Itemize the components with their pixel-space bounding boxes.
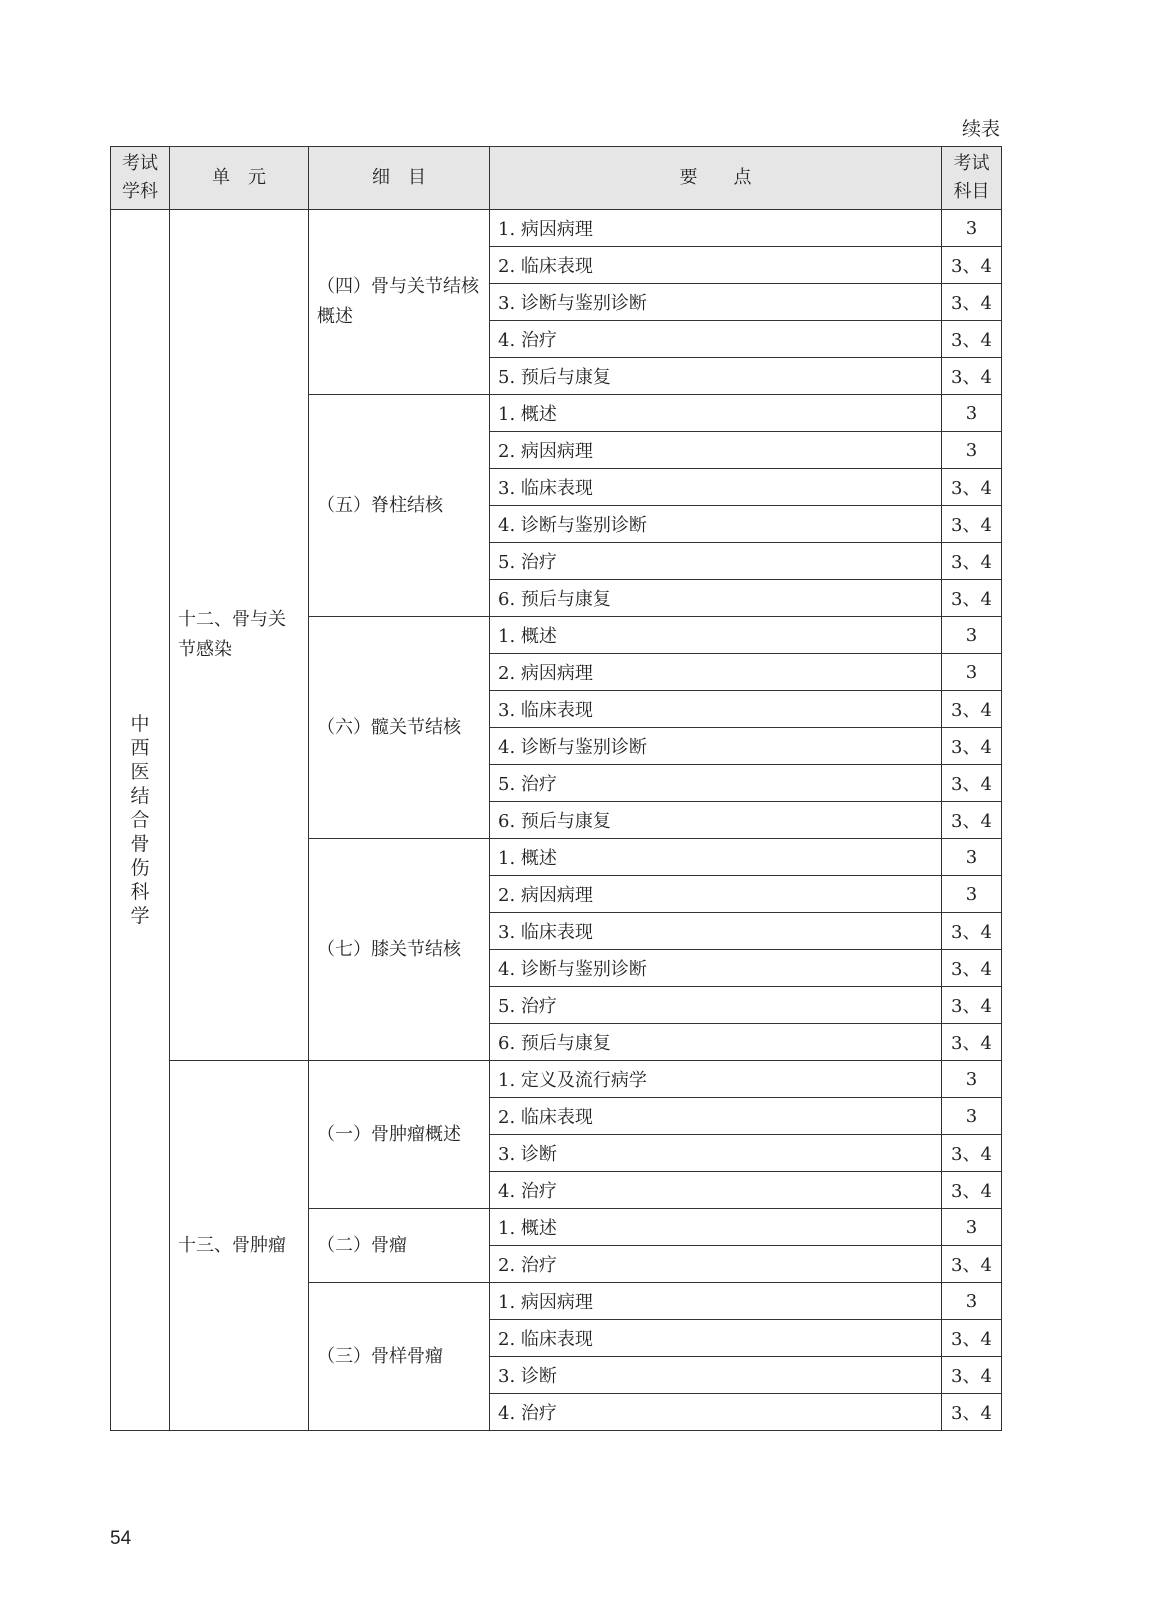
point-cell: 2. 病因病理 <box>490 654 942 691</box>
point-cell: 1. 病因病理 <box>490 1283 942 1320</box>
point-cell: 3. 临床表现 <box>490 691 942 728</box>
exam-subject-cell: 3 <box>942 395 1002 432</box>
header-points: 要 点 <box>490 147 942 210</box>
page-number: 54 <box>110 1528 132 1549</box>
point-cell: 6. 预后与康复 <box>490 1024 942 1061</box>
exam-subject-cell: 3、4 <box>942 728 1002 765</box>
point-cell: 5. 预后与康复 <box>490 358 942 395</box>
point-cell: 1. 概述 <box>490 839 942 876</box>
exam-subject-cell: 3、4 <box>942 247 1002 284</box>
point-cell: 3. 诊断 <box>490 1357 942 1394</box>
exam-subject-cell: 3、4 <box>942 469 1002 506</box>
point-cell: 2. 治疗 <box>490 1246 942 1283</box>
point-cell: 1. 病因病理 <box>490 210 942 247</box>
exam-subject-cell: 3、4 <box>942 1135 1002 1172</box>
point-cell: 2. 临床表现 <box>490 1098 942 1135</box>
syllabus-table <box>110 146 1002 1431</box>
header-subject: 考试学科 <box>111 147 170 210</box>
point-cell: 5. 治疗 <box>490 543 942 580</box>
continued-table-label: 续表 <box>961 118 1000 140</box>
point-cell: 4. 治疗 <box>490 1394 942 1431</box>
item-cell: （六）髋关节结核 <box>309 617 490 839</box>
point-cell: 2. 病因病理 <box>490 432 942 469</box>
exam-subject-cell: 3 <box>942 839 1002 876</box>
point-cell: 5. 治疗 <box>490 765 942 802</box>
exam-subject-cell: 3、4 <box>942 950 1002 987</box>
item-cell: （五）脊柱结核 <box>309 395 490 617</box>
point-cell: 1. 概述 <box>490 617 942 654</box>
item-cell: （一）骨肿瘤概述 <box>309 1061 490 1209</box>
point-cell: 1. 定义及流行病学 <box>490 1061 942 1098</box>
subject-label: 中西医结合骨伤科学 <box>130 713 150 927</box>
point-cell: 6. 预后与康复 <box>490 580 942 617</box>
exam-subject-cell: 3 <box>942 1283 1002 1320</box>
point-cell: 4. 诊断与鉴别诊断 <box>490 506 942 543</box>
item-cell: （七）膝关节结核 <box>309 839 490 1061</box>
exam-subject-cell: 3 <box>942 617 1002 654</box>
subject-cell <box>111 210 170 1431</box>
unit-cell: 十二、骨与关节感染 <box>170 210 309 1061</box>
exam-subject-cell: 3、4 <box>942 321 1002 358</box>
exam-subject-cell: 3、4 <box>942 580 1002 617</box>
exam-subject-cell: 3、4 <box>942 802 1002 839</box>
exam-subject-cell: 3 <box>942 1061 1002 1098</box>
point-cell: 2. 临床表现 <box>490 247 942 284</box>
point-cell: 3. 临床表现 <box>490 469 942 506</box>
table-row <box>111 210 1002 247</box>
table-row <box>111 1061 1002 1098</box>
header-unit: 单 元 <box>170 147 309 210</box>
exam-subject-cell: 3、4 <box>942 1024 1002 1061</box>
item-cell: （四）骨与关节结核概述 <box>309 210 490 395</box>
point-cell: 4. 治疗 <box>490 1172 942 1209</box>
exam-subject-cell: 3 <box>942 1209 1002 1246</box>
exam-subject-cell: 3、4 <box>942 358 1002 395</box>
point-cell: 6. 预后与康复 <box>490 802 942 839</box>
point-cell: 2. 病因病理 <box>490 876 942 913</box>
exam-subject-cell: 3 <box>942 654 1002 691</box>
exam-subject-cell: 3、4 <box>942 1357 1002 1394</box>
point-cell: 3. 诊断与鉴别诊断 <box>490 284 942 321</box>
exam-subject-cell: 3 <box>942 432 1002 469</box>
table-header-row <box>111 147 1002 210</box>
point-cell: 3. 临床表现 <box>490 913 942 950</box>
exam-subject-cell: 3 <box>942 876 1002 913</box>
header-exam-subject: 考试科目 <box>942 147 1002 210</box>
point-cell: 2. 临床表现 <box>490 1320 942 1357</box>
item-cell: （三）骨样骨瘤 <box>309 1283 490 1431</box>
point-cell: 1. 概述 <box>490 395 942 432</box>
point-cell: 4. 诊断与鉴别诊断 <box>490 950 942 987</box>
exam-subject-cell: 3 <box>942 210 1002 247</box>
exam-subject-cell: 3、4 <box>942 1246 1002 1283</box>
point-cell: 3. 诊断 <box>490 1135 942 1172</box>
point-cell: 1. 概述 <box>490 1209 942 1246</box>
exam-subject-cell: 3、4 <box>942 1320 1002 1357</box>
unit-cell: 十三、骨肿瘤 <box>170 1061 309 1431</box>
exam-subject-cell: 3、4 <box>942 1172 1002 1209</box>
item-cell: （二）骨瘤 <box>309 1209 490 1283</box>
exam-subject-cell: 3、4 <box>942 1394 1002 1431</box>
exam-subject-cell: 3、4 <box>942 284 1002 321</box>
header-item: 细 目 <box>309 147 490 210</box>
exam-subject-cell: 3、4 <box>942 506 1002 543</box>
point-cell: 4. 诊断与鉴别诊断 <box>490 728 942 765</box>
point-cell: 5. 治疗 <box>490 987 942 1024</box>
exam-subject-cell: 3、4 <box>942 765 1002 802</box>
exam-subject-cell: 3、4 <box>942 543 1002 580</box>
point-cell: 4. 治疗 <box>490 321 942 358</box>
exam-subject-cell: 3、4 <box>942 987 1002 1024</box>
table-body <box>111 210 1002 1431</box>
exam-subject-cell: 3、4 <box>942 691 1002 728</box>
exam-subject-cell: 3 <box>942 1098 1002 1135</box>
exam-subject-cell: 3、4 <box>942 913 1002 950</box>
